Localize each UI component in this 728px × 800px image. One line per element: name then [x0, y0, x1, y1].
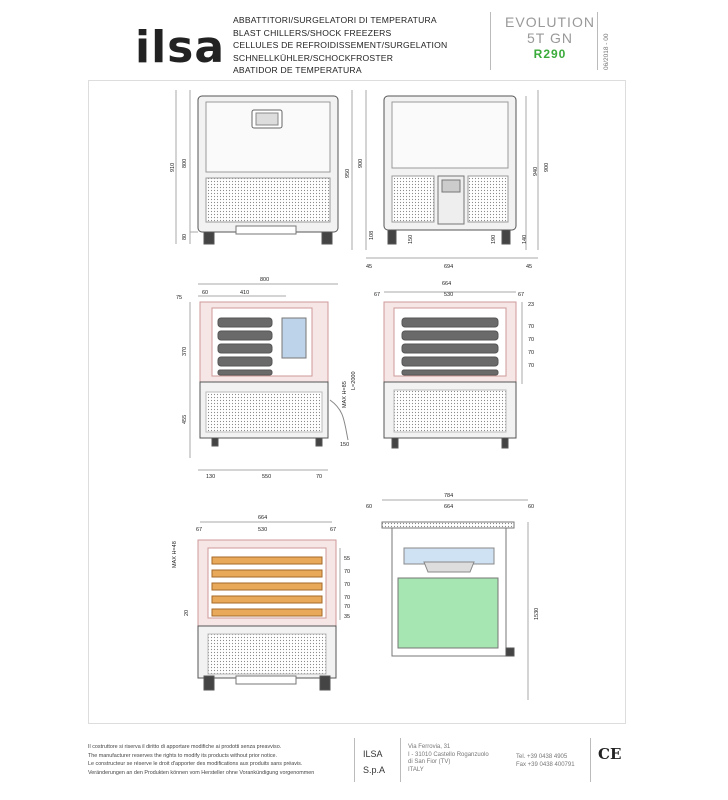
dim-sec-130: 130 [206, 474, 216, 480]
dim-side-900b: 900 [544, 162, 550, 172]
dim-secf-70d: 70 [528, 363, 535, 369]
dim-secf-530: 530 [444, 292, 454, 298]
address-line-1: Via Ferrovia, 31 [408, 744, 451, 750]
address-line-3: di San Fior (TV) [408, 759, 451, 766]
ce-mark: CE [598, 745, 622, 763]
contact-block [516, 753, 575, 769]
model-name: EVOLUTION [505, 14, 595, 30]
dim-tray-70a: 70 [344, 569, 351, 575]
company-suffix: S.p.A [363, 765, 386, 775]
disclaimer-it: Il costruttore si riserva il diritto di apportare modifiche ai prodotti senza preavviso. [88, 744, 282, 750]
dim-side-900: 900 [358, 158, 364, 168]
front-view [176, 90, 338, 244]
disclaimer-en: The manufacturer reserves the rights to modify its products without prior notice. [88, 752, 278, 759]
phone-number: Tel. +39 0438 4905 [516, 754, 568, 760]
dim-sec-60: 60 [202, 290, 209, 296]
dim-side-940: 940 [533, 166, 539, 176]
dim-top-60b: 60 [528, 504, 535, 510]
dim-side-140: 140 [522, 234, 528, 244]
dim-secf-70c: 70 [528, 350, 535, 356]
title-en: BLAST CHILLERS/SHOCK FREEZERS [233, 27, 392, 38]
dim-front-80: 80 [182, 233, 188, 240]
dim-sec-455: 455 [182, 414, 188, 424]
dim-top-60a: 60 [366, 504, 373, 510]
dim-sec-800: 800 [260, 277, 270, 283]
section-side-view [190, 284, 348, 470]
dim-sec-550: 550 [262, 474, 272, 480]
dim-sec-75: 75 [176, 295, 183, 301]
dim-top-664: 664 [444, 504, 454, 510]
footer-divider-1 [354, 738, 355, 782]
dim-tray-530: 530 [258, 527, 268, 533]
dim-sec-150: 150 [340, 442, 350, 448]
dim-sec-maxh: MAX H=85 [342, 381, 348, 408]
dim-sec-cable: L=2000 [351, 371, 357, 390]
side-view [352, 90, 538, 258]
date-code-text: 06/2018 - 00 [603, 33, 610, 70]
dim-tray-70b: 70 [344, 582, 351, 588]
company-block [363, 746, 385, 778]
company-name: ILSA [363, 749, 383, 759]
dim-top-1530: 1530 [534, 607, 540, 620]
dim-secf-67a: 67 [374, 292, 381, 298]
disclaimer-de: Veränderungen an den Produkten können vom Hersteller ohne Vorankündigung vorgenommen [88, 769, 315, 776]
top-view [382, 500, 528, 700]
footer-divider-2 [400, 738, 401, 782]
dim-front-800: 800 [182, 158, 188, 168]
trays-front-view [198, 522, 340, 690]
dim-sec-370: 370 [182, 346, 188, 356]
section-front-view [384, 292, 525, 448]
dim-secf-70b: 70 [528, 337, 535, 343]
company-address [408, 744, 489, 774]
dim-front-910: 910 [170, 162, 176, 172]
title-fr: CELLULES DE REFROIDISSEMENT/SURGELATION [233, 40, 448, 50]
dim-side-45a: 45 [366, 264, 373, 270]
dim-tray-67b: 67 [330, 527, 337, 533]
front-view-dims [170, 159, 188, 240]
model-variant: 5T GN [527, 30, 573, 46]
footer-divider-3 [590, 738, 591, 782]
dim-side-694: 694 [444, 264, 454, 270]
dim-side-150: 150 [408, 234, 414, 244]
dim-tray-55: 55 [344, 556, 351, 562]
dim-tray-664: 664 [258, 515, 268, 521]
address-line-2: I - 31010 Castello Roganzuolo [408, 751, 489, 758]
title-de: SCHNELLKÜHLER/SCHOCKFROSTER [233, 52, 394, 63]
address-line-4: ITALY [408, 766, 424, 773]
disclaimer-fr: Le constructeur se réserve le droit d'apporter des modifications aux produits sans préavis. [88, 761, 303, 767]
dim-side-950: 950 [345, 168, 351, 178]
fax-number: Fax +39 0438 400791 [516, 762, 575, 768]
dim-side-190: 190 [491, 234, 497, 244]
dim-tray-35: 35 [344, 614, 351, 620]
disclaimer [88, 743, 348, 777]
dim-side-108: 108 [369, 230, 375, 240]
dim-secf-70a: 70 [528, 324, 535, 330]
dim-tray-maxh: MAX H=48 [172, 541, 178, 568]
dim-sec-70: 70 [316, 474, 323, 480]
logo-text: ilsa [135, 22, 226, 73]
dim-top-784: 784 [444, 493, 454, 499]
dim-secf-664: 664 [442, 281, 452, 287]
dim-secf-23: 23 [528, 302, 535, 308]
dim-secf-67b: 67 [518, 292, 525, 298]
dim-sec-410: 410 [240, 290, 250, 296]
dim-tray-70c: 70 [344, 595, 351, 601]
title-es: ABATIDOR DE TEMPERATURA [233, 65, 362, 75]
refrigerant-label: R290 [533, 47, 567, 61]
dim-tray-70d: 70 [344, 604, 351, 610]
dim-tray-67a: 67 [196, 527, 203, 533]
title-it: ABBATTITORI/SURGELATORI DI TEMPERATURA [233, 15, 437, 25]
dim-tray-20: 20 [184, 609, 190, 616]
dim-side-45b: 45 [526, 264, 533, 270]
